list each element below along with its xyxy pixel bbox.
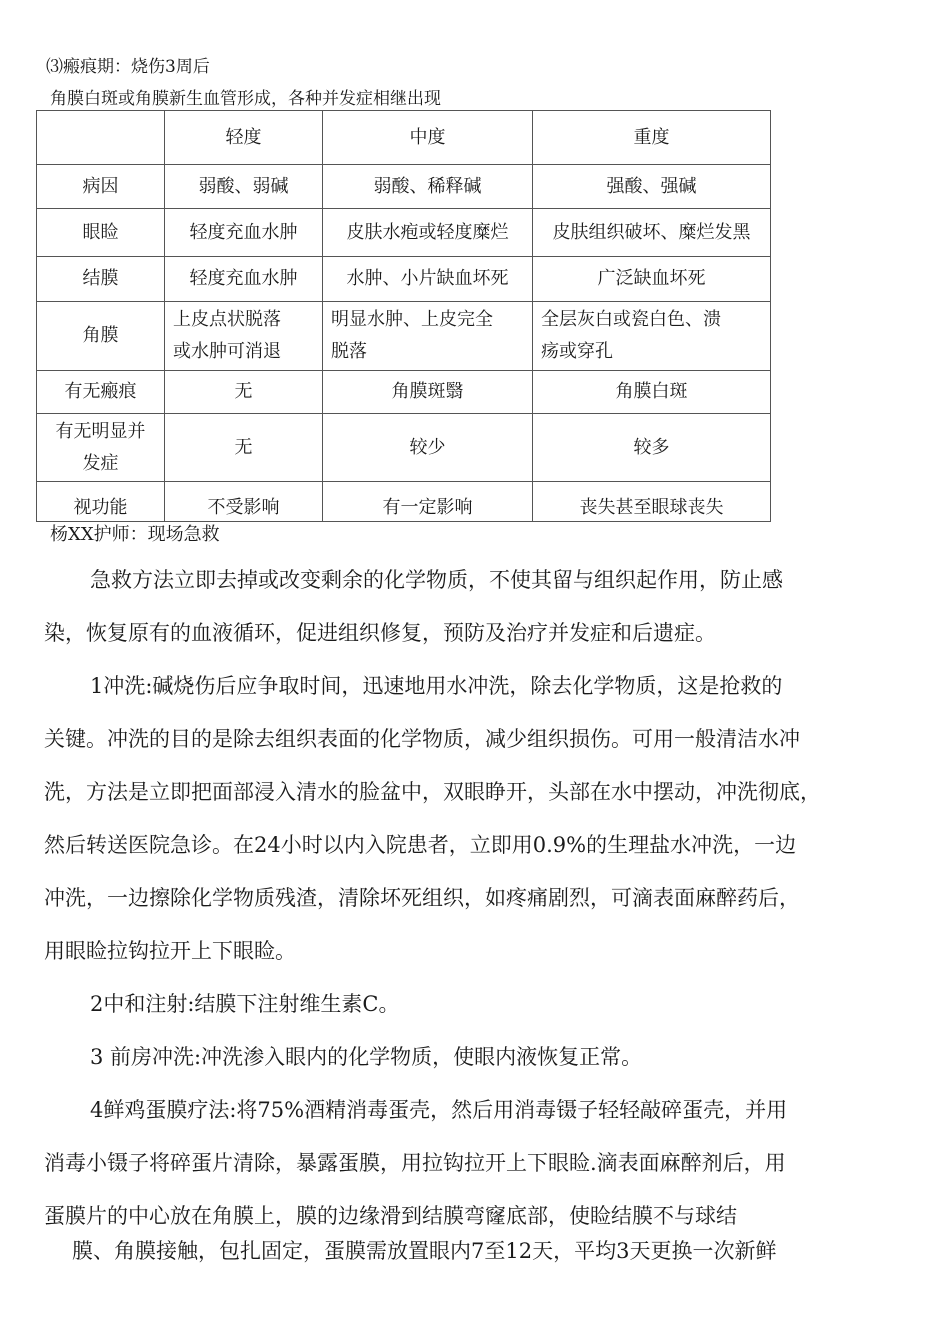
table-header-row [37, 111, 771, 165]
table-cell: 上皮点状脱落 或水肿可消退 [165, 302, 323, 371]
table-header-cell [37, 111, 165, 165]
table-cell: 轻度充血水肿 [165, 257, 323, 302]
table-cell: 全层灰白或瓷白色、溃 疡或穿孔 [533, 302, 771, 371]
paragraph-line: 4鲜鸡蛋膜疗法:将75%酒精消毒蛋壳，然后用消毒镊子轻轻敲碎蛋壳，并用 [90, 1098, 788, 1122]
table-cell: 明显水肿、上皮完全 脱落 [323, 302, 533, 371]
table-row [37, 165, 771, 209]
paragraph-line: 关键。冲洗的目的是除去组织表面的化学物质，减少组织损伤。可用一般清洁水冲 [44, 727, 800, 751]
burn-grade-table [36, 110, 771, 522]
table-cell: 弱酸、稀释碱 [323, 165, 533, 209]
author-line: 杨XX护师：现场急救 [50, 524, 220, 545]
table-cell: 无 [165, 371, 323, 414]
paragraph-line: 然后转送医院急诊。在24小时以内入院患者，立即用0.9%的生理盐水冲洗，一边 [44, 833, 797, 857]
row-label: 角膜 [37, 302, 165, 371]
paragraph-line: 急救方法立即去掉或改变剩余的化学物质，不使其留与组织起作用，防止感 [90, 568, 783, 592]
row-label: 有无明显并 发症 [37, 414, 165, 482]
table-cell: 广泛缺血坏死 [533, 257, 771, 302]
table-row [37, 302, 771, 371]
table-cell: 强酸、强碱 [533, 165, 771, 209]
table-cell: 较少 [323, 414, 533, 482]
table-header-cell: 中度 [323, 111, 533, 165]
row-label: 结膜 [37, 257, 165, 302]
row-label: 有无瘢痕 [37, 371, 165, 414]
paragraph-line: 膜、角膜接触，包扎固定，蛋膜需放置眼内7至12天，平均3天更换一次新鲜 [72, 1239, 777, 1263]
table-cell: 较多 [533, 414, 771, 482]
table-cell: 弱酸、弱碱 [165, 165, 323, 209]
row-label: 眼睑 [37, 209, 165, 257]
table-cell: 轻度充血水肿 [165, 209, 323, 257]
table-cell: 水肿、小片缺血坏死 [323, 257, 533, 302]
table-row [37, 414, 771, 482]
paragraph-line: 消毒小镊子将碎蛋片清除，暴露蛋膜，用拉钩拉开上下眼睑.滴表面麻醉剂后，用 [44, 1151, 786, 1175]
row-label: 病因 [37, 165, 165, 209]
table-row [37, 371, 771, 414]
table-header-cell: 轻度 [165, 111, 323, 165]
paragraph-line: 用眼睑拉钩拉开上下眼睑。 [44, 939, 296, 963]
table-cell: 角膜白斑 [533, 371, 771, 414]
row-label: 视功能 [37, 482, 165, 522]
table-cell: 丧失甚至眼球丧失 [533, 482, 771, 522]
paragraph-line: 染，恢复原有的血液循环，促进组织修复，预防及治疗并发症和后遗症。 [44, 621, 716, 645]
table-cell: 皮肤水疱或轻度糜烂 [323, 209, 533, 257]
table-row [37, 209, 771, 257]
paragraph-line: 2中和注射:结膜下注射维生素C。 [90, 992, 400, 1016]
table-cell: 角膜斑翳 [323, 371, 533, 414]
paragraph-line: 蛋膜片的中心放在角膜上，膜的边缘滑到结膜弯窿底部，使睑结膜不与球结 [44, 1204, 737, 1228]
paragraph-line: 洗，方法是立即把面部浸入清水的脸盆中，双眼睁开，头部在水中摆动，冲洗彻底， [44, 780, 821, 804]
table-header-cell: 重度 [533, 111, 771, 165]
paragraph-line: 3 前房冲洗:冲洗渗入眼内的化学物质，使眼内液恢复正常。 [90, 1045, 643, 1069]
table-cell: 无 [165, 414, 323, 482]
table-cell: 不受影响 [165, 482, 323, 522]
table-cell: 皮肤组织破坏、糜烂发黑 [533, 209, 771, 257]
paragraph-line: 1冲洗:碱烧伤后应争取时间，迅速地用水冲洗，除去化学物质，这是抢救的 [90, 674, 783, 698]
stage-heading: ⑶瘢痕期：烧伤3周后 [46, 57, 210, 77]
table-cell: 有一定影响 [323, 482, 533, 522]
table-row [37, 257, 771, 302]
paragraph-line: 冲洗，一边擦除化学物质残渣，清除坏死组织，如疼痛剧烈，可滴表面麻醉药后， [44, 886, 800, 910]
stage-note: 角膜白斑或角膜新生血管形成，各种并发症相继出现 [50, 89, 441, 109]
table-row [37, 482, 771, 522]
